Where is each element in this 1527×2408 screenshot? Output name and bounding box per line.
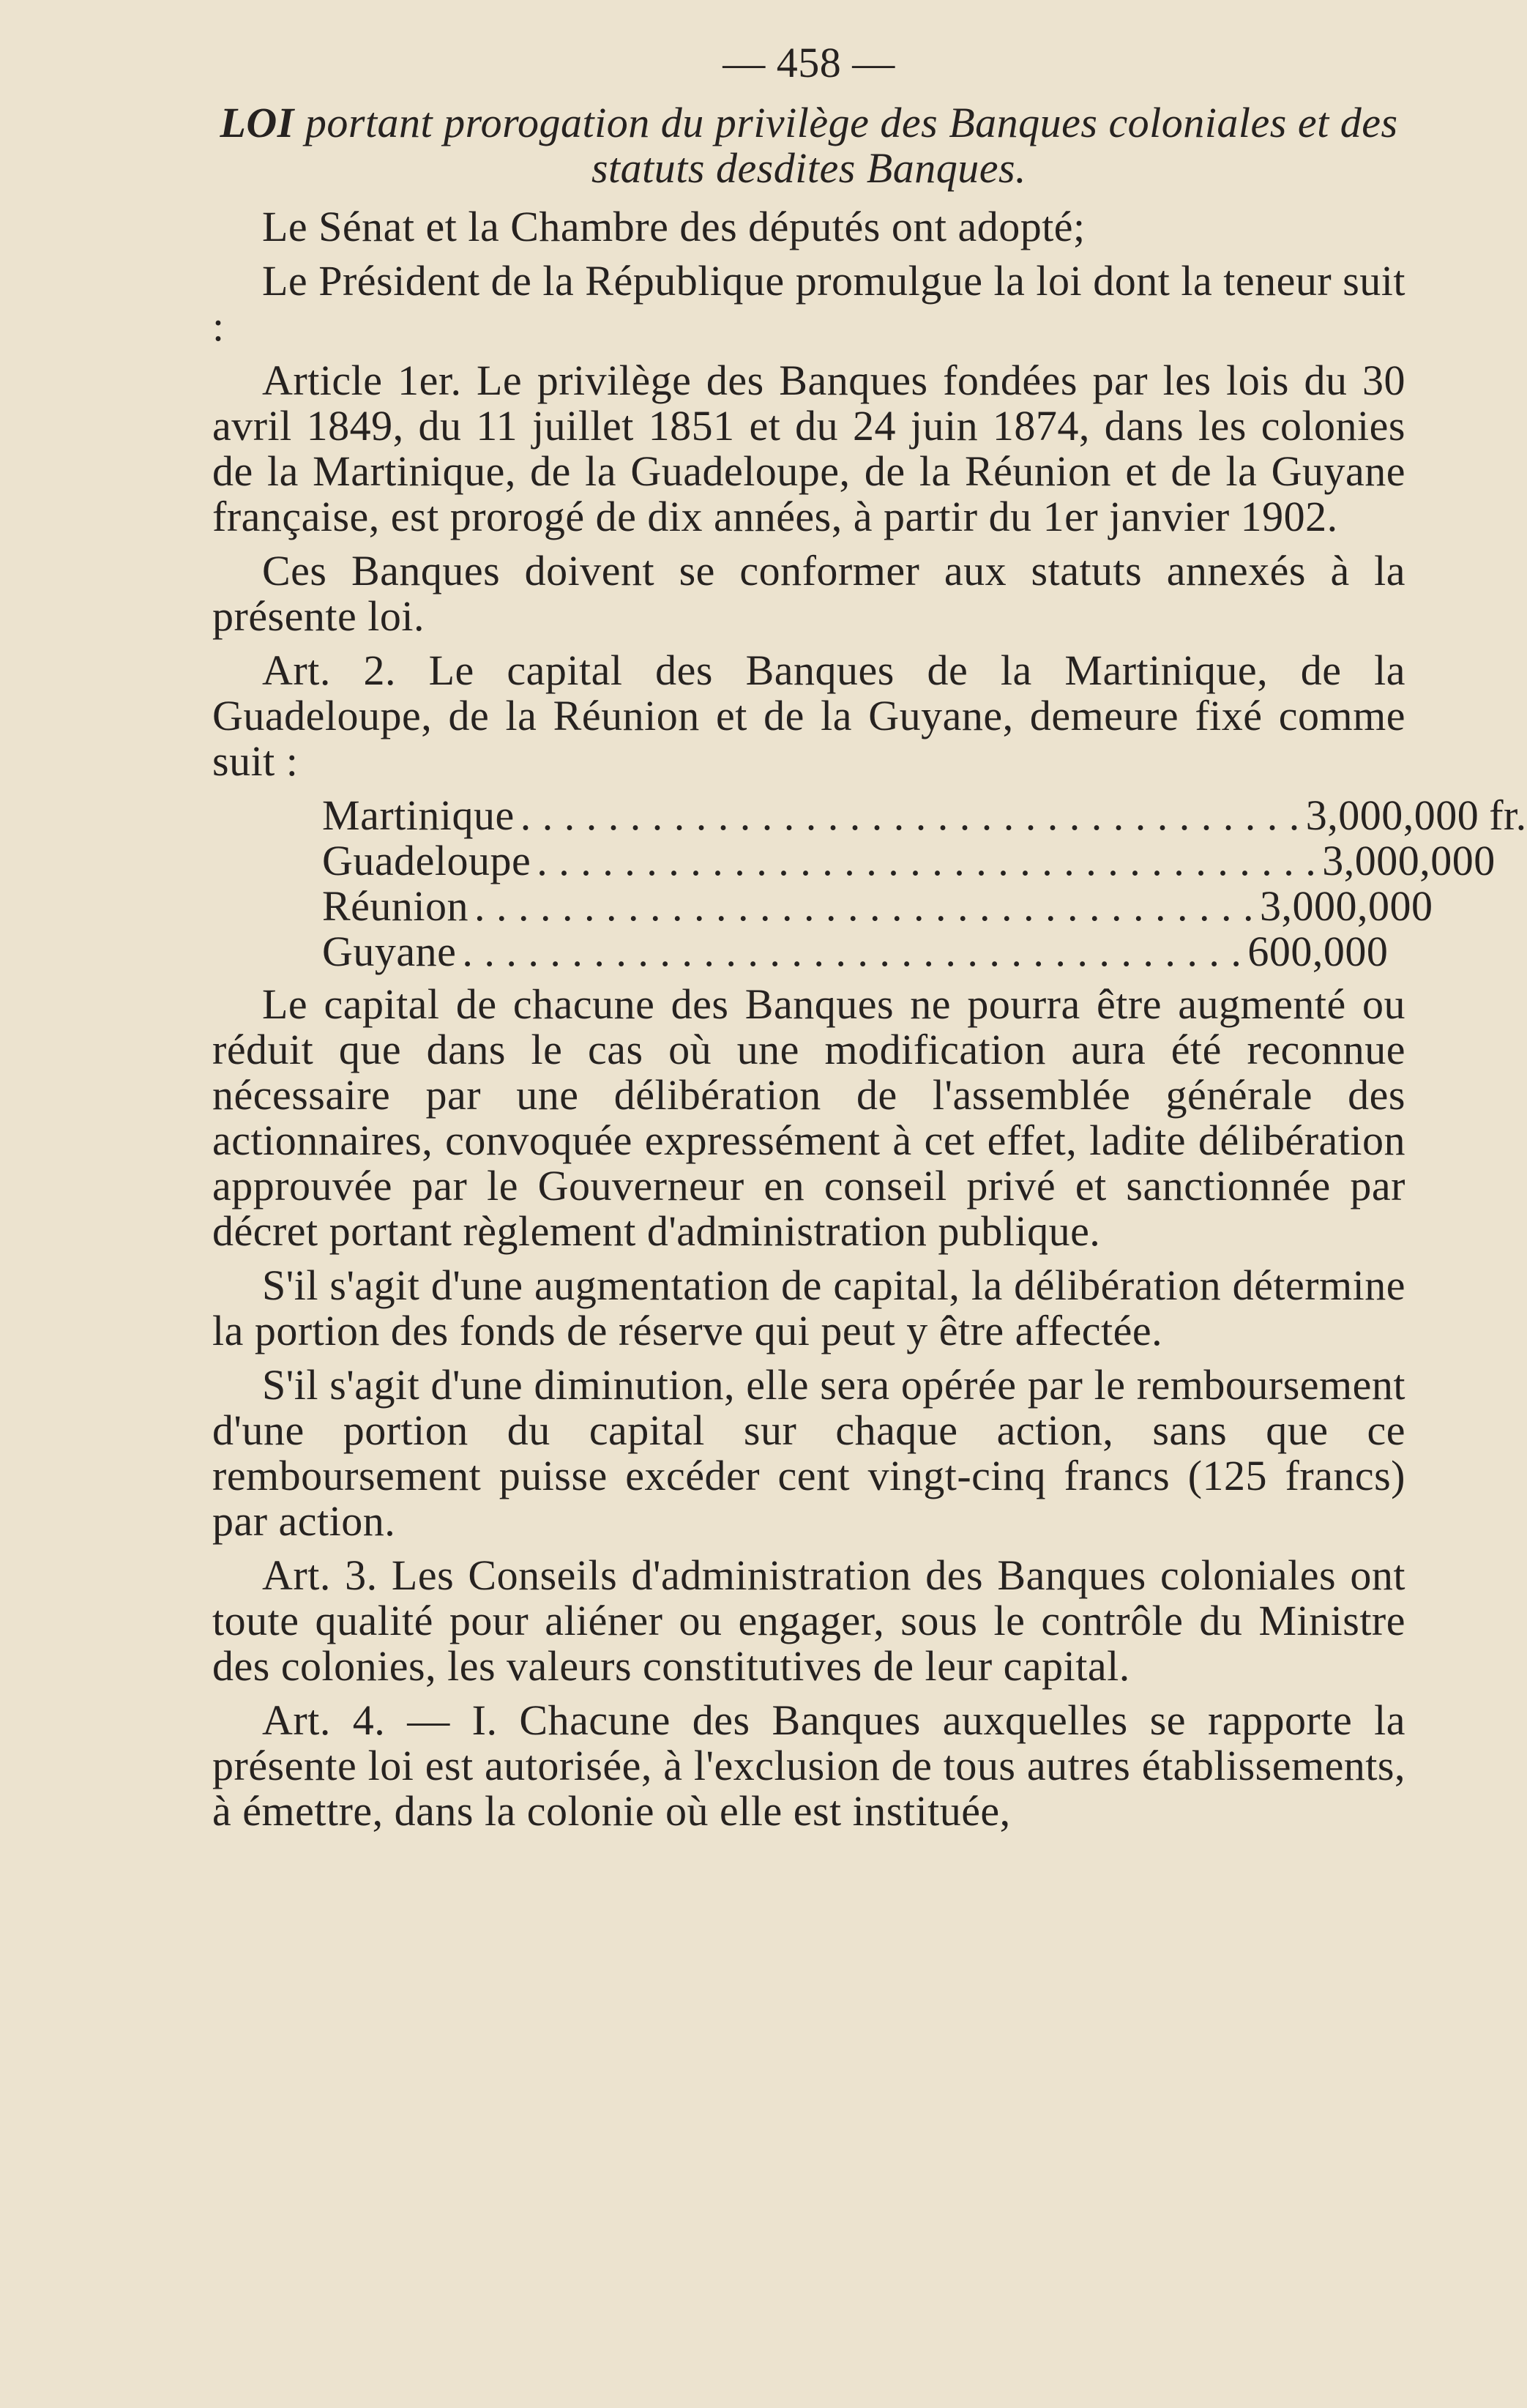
paragraph-promulgation: Le Président de la République promulgue la loi dont la teneur suit : (212, 257, 1405, 350)
capital-unit: fr. (1489, 791, 1527, 839)
capital-row-reunion (322, 882, 1433, 930)
paragraph-augmentation: S'il s'agit d'une augmentation de capital, la délibération détermine la portion des fonds de réserve qui peut y être affectée. (212, 1261, 1405, 1354)
paragraph-article-2: Art. 2. Le capital des Banques de la Martinique, de la Guadeloupe, de la Réunion et de la Guyane, demeure fixé comme suit : (212, 646, 1405, 785)
capital-amount: 3,000,000 (1260, 882, 1433, 930)
paragraph-statuts: Ces Banques doivent se conformer aux statuts annexés à la présente loi. (212, 547, 1405, 640)
capital-table (322, 791, 1527, 975)
leader-dots: . . . . . . . . . . . . . . . . . . . . . . . . . . . . . . . . . . . . (537, 837, 1317, 884)
capital-row-martinique (322, 791, 1527, 839)
law-title-lead: LOI (220, 99, 294, 146)
capital-colony-name: Guyane (322, 928, 457, 975)
capital-colony-name: Réunion (322, 882, 469, 930)
capital-row-guadeloupe (322, 837, 1496, 884)
capital-amount: 600,000 (1247, 928, 1389, 975)
capital-row-guyane (322, 928, 1389, 975)
capital-amount: 3,000,000 (1322, 837, 1496, 884)
capital-colony-name: Martinique (322, 791, 515, 839)
paragraph-diminution: S'il s'agit d'une diminution, elle sera opérée par le remboursement d'une portion du capital sur chaque action, sans que ce remboursement puisse excéder cent vingt-cinq francs (125 francs) par action. (212, 1361, 1405, 1545)
paragraph-article-4: Art. 4. — I. Chacune des Banques auxquelles se rapporte la présente loi est autorisée, à l'exclusion de tous autres établissements, à émettre, dans la colonie où elle est instituée, (212, 1696, 1405, 1835)
document-page (212, 39, 1527, 1843)
leader-dots: . . . . . . . . . . . . . . . . . . . . . . . . . . . . . . . . . . . . (462, 928, 1242, 975)
paragraph-capital-modification: Le capital de chacune des Banques ne pourra être augmenté ou réduit que dans le cas où une modification aura été reconnue nécessaire par une délibération de l'assemblée générale des actionnaires, convoquée expressément à cet effet, ladite délibération approuvée par le Gouverneur en conseil privé et sanctionnée par décret portant règlement d'administration publique. (212, 980, 1405, 1255)
law-title-rest: portant prorogation du privilège des Banques coloniales et des statuts desdites Banques. (294, 99, 1398, 192)
paragraph-article-3: Art. 3. Les Conseils d'administration des Banques coloniales ont toute qualité pour aliéner ou engager, sous le contrôle du Ministre des colonies, les valeurs constitutives de leur capital. (212, 1551, 1405, 1690)
leader-dots: . . . . . . . . . . . . . . . . . . . . . . . . . . . . . . . . . . . . (520, 791, 1300, 839)
law-title (212, 100, 1405, 191)
capital-colony-name: Guadeloupe (322, 837, 531, 884)
paragraph-adoption: Le Sénat et la Chambre des députés ont adopté; (262, 203, 1086, 250)
leader-dots: . . . . . . . . . . . . . . . . . . . . . . . . . . . . . . . . . . . . (474, 882, 1255, 930)
capital-amount: 3,000,000 (1305, 791, 1479, 839)
page-number: — 458 — (723, 39, 895, 86)
paragraph-article-1: Article 1er. Le privilège des Banques fondées par les lois du 30 avril 1849, du 11 juillet 1851 et du 24 juin 1874, dans les colonies de la Martinique, de la Guadeloupe, de la Réunion et de la Guyane française, est prorogé de dix années, à partir du 1er janvier 1902. (212, 357, 1405, 540)
